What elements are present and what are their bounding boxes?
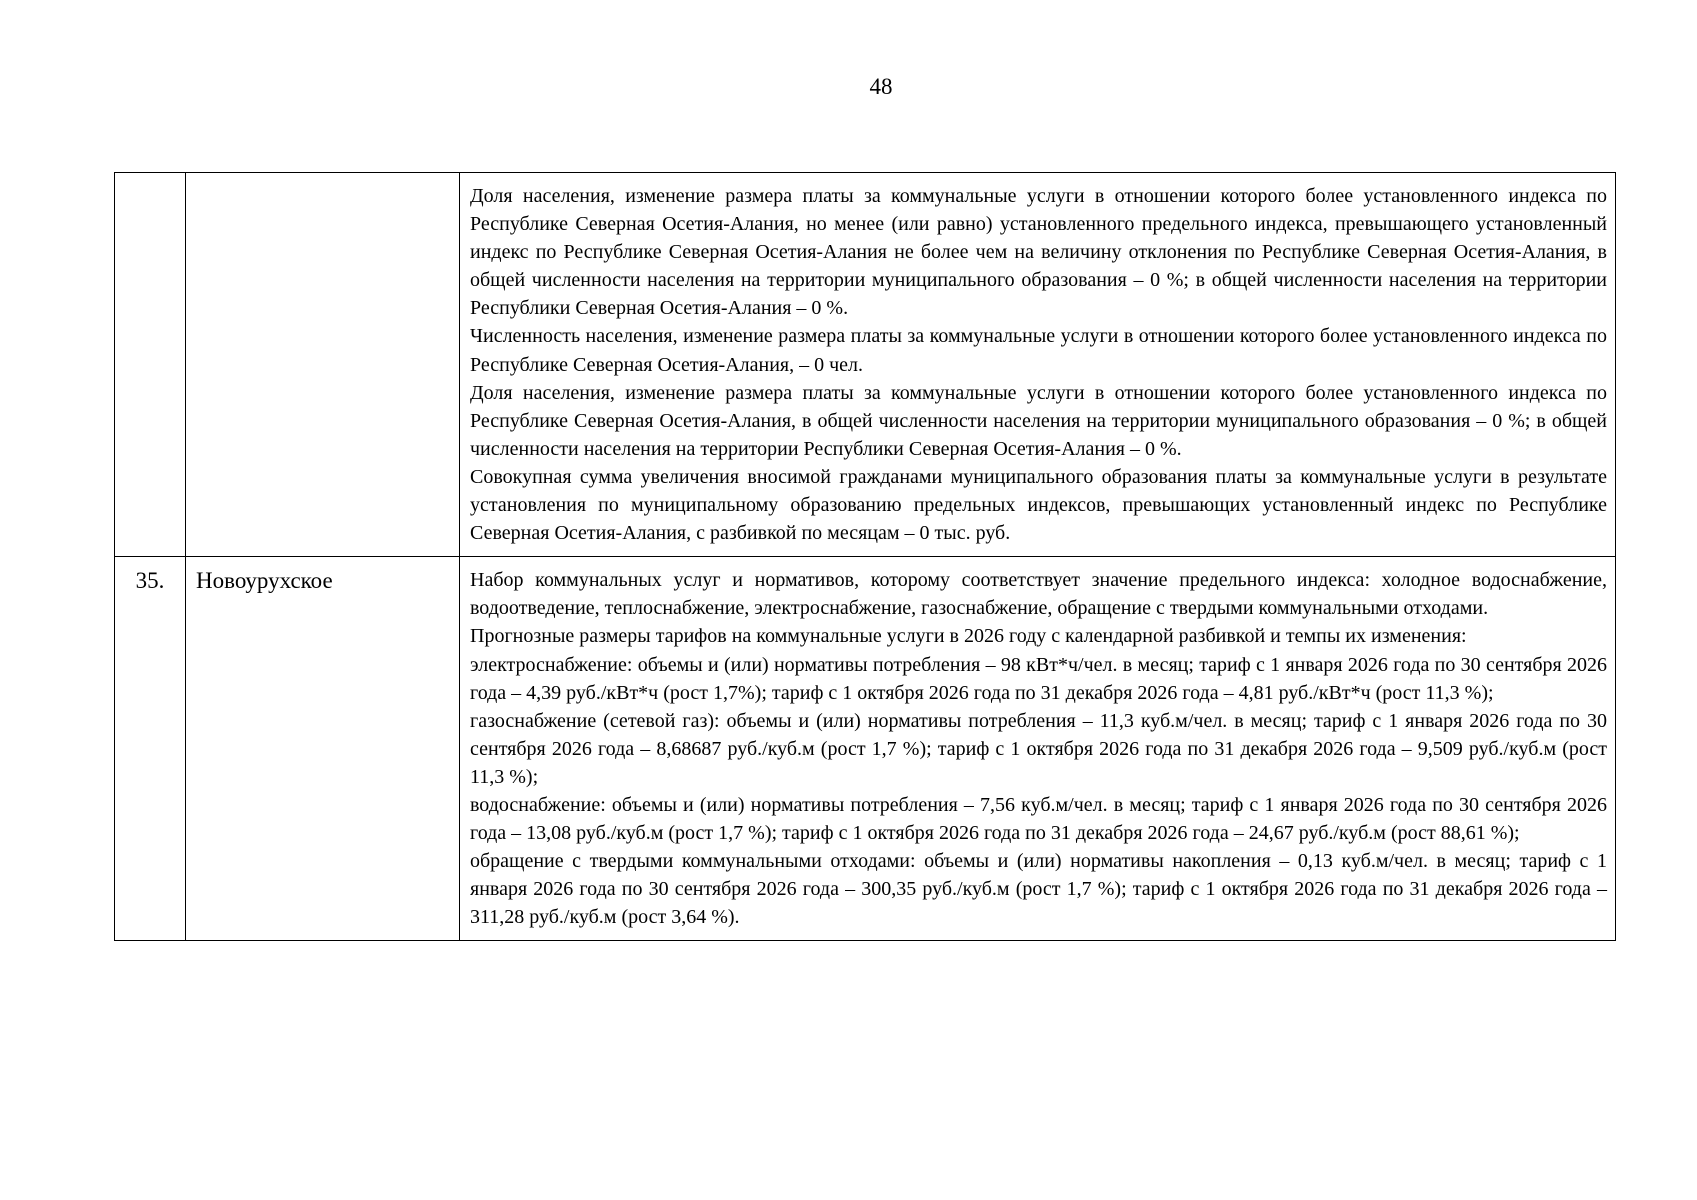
row-number-cell: 35. xyxy=(115,557,186,941)
municipality-table xyxy=(114,172,1616,941)
indicators-cell xyxy=(460,173,1616,557)
indicators-cell xyxy=(460,557,1616,941)
paragraph: Численность населения, изменение размера платы за коммунальные услуги в отношении которого более установленного индекса по Республике Северная Осетия-Алания, – 0 чел. xyxy=(470,325,1607,376)
page-number: 48 xyxy=(869,74,893,99)
municipality-name-cell xyxy=(186,173,460,557)
table-row xyxy=(115,173,1616,557)
paragraph: Совокупная сумма увеличения вносимой гражданами муниципального образования платы за коммунальные услуги в результате установления по муниципальному образованию предельных индексов, превышающих установленный индекс по Республике Северная Осетия-Алания, с разбивкой по месяцам – 0 тыс. руб. xyxy=(470,465,1607,545)
municipality-name-cell: Новоурухское xyxy=(186,557,460,941)
paragraph: электроснабжение: объемы и (или) нормативы потребления – 98 кВт*ч/чел. в месяц; тариф с 1 января 2026 года по 30 сентября 2026 года – 4,39 руб./кВт*ч (рост 1,7%); тариф с 1 октября 2026 года по 31 декабря 2026 года – 4,81 руб./кВт*ч (рост 11,3 %); xyxy=(470,653,1607,704)
table-row xyxy=(115,557,1616,941)
paragraph: водоснабжение: объемы и (или) нормативы потребления – 7,56 куб.м/чел. в месяц; тариф с 1 января 2026 года по 30 сентября 2026 года – 13,08 руб./куб.м (рост 1,7 %); тариф с 1 октября 2026 года по 31 декабря 2026 года – 24,67 руб./куб.м (рост 88,61 %); xyxy=(470,793,1607,845)
paragraph: Набор коммунальных услуг и нормативов, которому соответствует значение предельного индекса: холодное водоснабжение, водоотведение, теплоснабжение, электроснабжение, газоснабжение, обращение с твердыми коммунальными отходами. xyxy=(470,569,1607,620)
paragraph: Доля населения, изменение размера платы за коммунальные услуги в отношении которого более установленного индекса по Республике Северная Осетия-Алания, в общей численности населения на территории муниципального образования – 0 %; в общей численности населения на территории Республики Северная Осетия-Алания – 0 %. xyxy=(470,381,1607,460)
paragraph: газоснабжение (сетевой газ): объемы и (или) нормативы потребления – 11,3 куб.м/чел. в месяц; тариф с 1 января 2026 года по 30 сентября 2026 года – 8,68687 руб./куб.м (рост 1,7 %); тариф с 1 октября 2026 года по 31 декабря 2026 года – 9,509 руб./куб.м (рост 11,3 %); xyxy=(470,709,1607,788)
row-number-cell xyxy=(115,173,186,557)
paragraph: Прогнозные размеры тарифов на коммунальные услуги в 2026 году с календарной разбивкой и темпы их изменения: xyxy=(470,625,1467,648)
paragraph: обращение с твердыми коммунальными отходами: объемы и (или) нормативы накопления – 0,13 куб.м/чел. в месяц; тариф с 1 января 2026 года по 30 сентября 2026 года – 300,35 руб./куб.м (рост 1,7 %); тариф с 1 октября 2026 года по 31 декабря 2026 года –311,28 руб./куб.м (рост 3,64 %). xyxy=(470,850,1607,929)
paragraph: Доля населения, изменение размера платы за коммунальные услуги в отношении которого более установленного индекса по Республике Северная Осетия-Алания, но менее (или равно) установленного предельного индекса, превышающего установленный индекс по Республике Северная Осетия-Алания не более чем на величину отклонения по Республике Северная Осетия-Алания, в общей численности населения на территории муниципального образования – 0 %; в общей численности населения на территории Республики Северная Осетия-Алания – 0 %. xyxy=(470,185,1607,320)
